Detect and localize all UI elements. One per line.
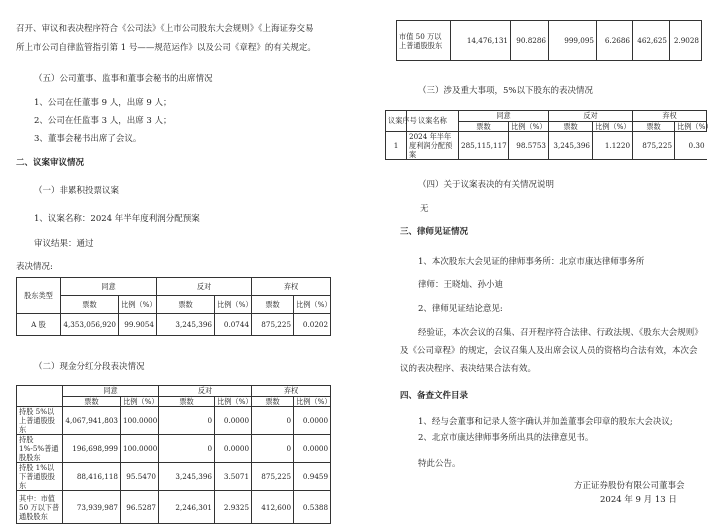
header-votes: 票数 — [252, 296, 294, 314]
row-label: 持股 1%-5%普通股股东 — [17, 435, 63, 463]
cell-value: 0.0000 — [294, 435, 331, 463]
row-label: 其中：市值 50 万以下普通股股东 — [17, 491, 63, 524]
cell-value: 90.8286 — [511, 21, 549, 61]
cell-value: 875,225 — [633, 132, 675, 160]
header-votes: 票数 — [157, 296, 215, 314]
reference-file-2: 2、北京市康达律师事务所出具的法律意见书。 — [418, 433, 594, 443]
cell-value: 2.9325 — [215, 491, 252, 524]
header-votes: 票数 — [549, 121, 593, 132]
conclusion-line-3: 议的表决程序、表决结果合法有效。 — [400, 364, 537, 374]
explanation-none: 无 — [420, 204, 429, 214]
header-votes: 票数 — [252, 396, 294, 407]
cell-value: 3,245,396 — [549, 132, 593, 160]
header-ratio: 比例（%） — [121, 396, 159, 407]
cell-value: 285,115,117 — [459, 132, 509, 160]
intro-line-1: 召开、审议和表决程序符合《公司法》《上市公司股东大会规则》《上海证券交易 — [16, 24, 314, 34]
cell-value: 0 — [159, 407, 215, 435]
vote-table-dividend — [16, 385, 331, 524]
cell-agree-ratio: 99.9054 — [119, 314, 157, 336]
header-votes: 票数 — [63, 396, 121, 407]
header-oppose: 反对 — [157, 278, 252, 296]
header-agree: 同意 — [61, 278, 157, 296]
cell-agree-votes: 4,353,056,920 — [61, 314, 119, 336]
attendance-item-1: 1、公司在任董事 9 人，出席 9 人； — [34, 98, 172, 108]
header-agree: 同意 — [459, 111, 549, 122]
cell-value: 73,939,987 — [63, 491, 121, 524]
cell-value: 2,246,301 — [159, 491, 215, 524]
vote-label: 表决情况: — [16, 262, 53, 272]
cell-value: 6.2686 — [597, 21, 633, 61]
header-motion-name: 议案名称 — [407, 111, 459, 132]
header-ratio: 比例（%） — [119, 296, 157, 314]
header-shareholder-type: 股东类型 — [17, 278, 61, 314]
reference-file-1: 1、经与会董事和记录人签字确认并加盖董事会印章的股东大会决议; — [418, 417, 673, 427]
header-ratio: 比例（%） — [675, 121, 707, 132]
cell-value: 0.0000 — [215, 407, 252, 435]
cell-value: 2.9028 — [670, 21, 702, 61]
header-abstain: 弃权 — [633, 111, 707, 122]
cell-value: 0.5388 — [294, 491, 331, 524]
header-votes: 票数 — [159, 396, 215, 407]
heading-motion-review: 二、议案审议情况 — [16, 158, 85, 168]
explanation-title: （四）关于议案表决的有关情况说明 — [418, 180, 555, 190]
attendance-item-2: 2、公司在任监事 3 人，出席 3 人； — [34, 116, 172, 126]
header-ratio: 比例（%） — [294, 396, 331, 407]
header-abstain: 弃权 — [252, 386, 331, 397]
vote-table-major-matters — [385, 110, 713, 160]
law-firm-line: 1、本次股东大会见证的律师事务所：北京市康达律师事务所 — [418, 257, 645, 267]
header-abstain: 弃权 — [252, 278, 331, 296]
cell-value: 0 — [159, 435, 215, 463]
cell-oppose-ratio: 0.0744 — [215, 314, 252, 336]
vote-table-dividend-continued — [396, 20, 702, 61]
cell-value: 1.1220 — [593, 132, 633, 160]
cell-value: 875,225 — [252, 463, 294, 491]
heading-reference-files: 四、备查文件目录 — [400, 391, 469, 401]
header-votes: 票数 — [61, 296, 119, 314]
cell-oppose-votes: 3,245,396 — [157, 314, 215, 336]
header-motion-no: 议案序号 — [386, 111, 407, 132]
cell-value: 95.5470 — [121, 463, 159, 491]
table-row — [17, 491, 331, 524]
cell-value: 98.5753 — [509, 132, 549, 160]
announcement-date: 2024 年 9 月 13 日 — [600, 495, 677, 505]
row-label: 持股 5%以上普通股股东 — [17, 407, 63, 435]
cell-value: 96.5287 — [121, 491, 159, 524]
cell-abstain-votes: 875,225 — [252, 314, 294, 336]
header-ratio: 比例（%） — [215, 396, 252, 407]
cell-abstain-ratio: 0.0202 — [294, 314, 331, 336]
cell-type: A 股 — [17, 314, 61, 336]
vote-table-a-share — [16, 277, 331, 336]
table-row — [17, 407, 331, 435]
lawyer-conclusion-label: 2、律师见证结论意见: — [418, 304, 503, 314]
cell-value: 100.0000 — [121, 435, 159, 463]
cell-value: 3.5071 — [215, 463, 252, 491]
table-row — [17, 314, 331, 336]
cell-value: 0 — [252, 407, 294, 435]
cell-value: 999,095 — [549, 21, 597, 61]
header-blank — [17, 386, 63, 407]
conclusion-line-1: 经验证，本次会议的召集、召开程序符合法律、行政法规、《股东大会规则》 — [418, 328, 703, 338]
header-votes: 票数 — [633, 121, 675, 132]
header-ratio: 比例（%） — [593, 121, 633, 132]
major-matters-title: （三）涉及重大事项，5%以下股东的表决情况 — [418, 86, 593, 96]
header-ratio: 比例（%） — [509, 121, 549, 132]
cell-motion-no: 1 — [386, 132, 407, 160]
table-row — [397, 21, 702, 61]
attendance-item-3: 3、董事会秘书出席了会议。 — [34, 134, 142, 144]
cell-value: 88,416,118 — [63, 463, 121, 491]
row-label: 持股 1%以下普通股股东 — [17, 463, 63, 491]
header-ratio: 比例（%） — [294, 296, 331, 314]
cell-value: 0.30 — [675, 132, 707, 160]
cell-value: 0.9459 — [294, 463, 331, 491]
cell-value: 0.0000 — [215, 435, 252, 463]
cell-value: 100.0000 — [121, 407, 159, 435]
announcement-closing: 特此公告。 — [418, 459, 461, 469]
conclusion-line-2: 及《公司章程》的规定，会议召集人及出席会议人员的资格均合法有效，本次会 — [400, 346, 698, 356]
motion-name: 1、议案名称：2024 年半年度利润分配预案 — [34, 214, 200, 224]
company-signature: 方正证券股份有限公司董事会 — [574, 481, 685, 491]
header-votes: 票数 — [459, 121, 509, 132]
cell-value: 412,600 — [252, 491, 294, 524]
header-oppose: 反对 — [549, 111, 633, 122]
review-result: 审议结果：通过 — [34, 239, 94, 249]
header-ratio: 比例（%） — [215, 296, 252, 314]
table-row — [17, 435, 331, 463]
cell-value: 0.0000 — [294, 407, 331, 435]
non-cumulative-title: （一）非累积投票议案 — [34, 186, 120, 196]
cell-value: 3,245,396 — [159, 463, 215, 491]
table-row — [386, 132, 707, 160]
header-agree: 同意 — [63, 386, 159, 397]
cell-value: 4,067,941,803 — [63, 407, 121, 435]
heading-lawyer: 三、律师见证情况 — [400, 227, 469, 237]
cell-value: 196,698,999 — [63, 435, 121, 463]
intro-line-2: 所上市公司自律监管指引第 1 号——规范运作》以及公司《章程》的有关规定。 — [16, 43, 316, 53]
header-oppose: 反对 — [159, 386, 252, 397]
cell-value: 0 — [252, 435, 294, 463]
cash-dividend-title: （二）现金分红分段表决情况 — [34, 362, 145, 372]
cell-motion-name: 2024 年半年度利润分配预案 — [407, 132, 459, 160]
lawyer-names: 律师：王晓灿、孙小迪 — [418, 280, 504, 290]
section-5-title: （五）公司董事、监事和董事会秘书的出席情况 — [34, 74, 213, 84]
cell-value: 462,625 — [633, 21, 670, 61]
table-row — [17, 463, 331, 491]
cell-value: 14,476,131 — [451, 21, 511, 61]
row-label: 市值 50 万以上普通股股东 — [397, 21, 451, 61]
